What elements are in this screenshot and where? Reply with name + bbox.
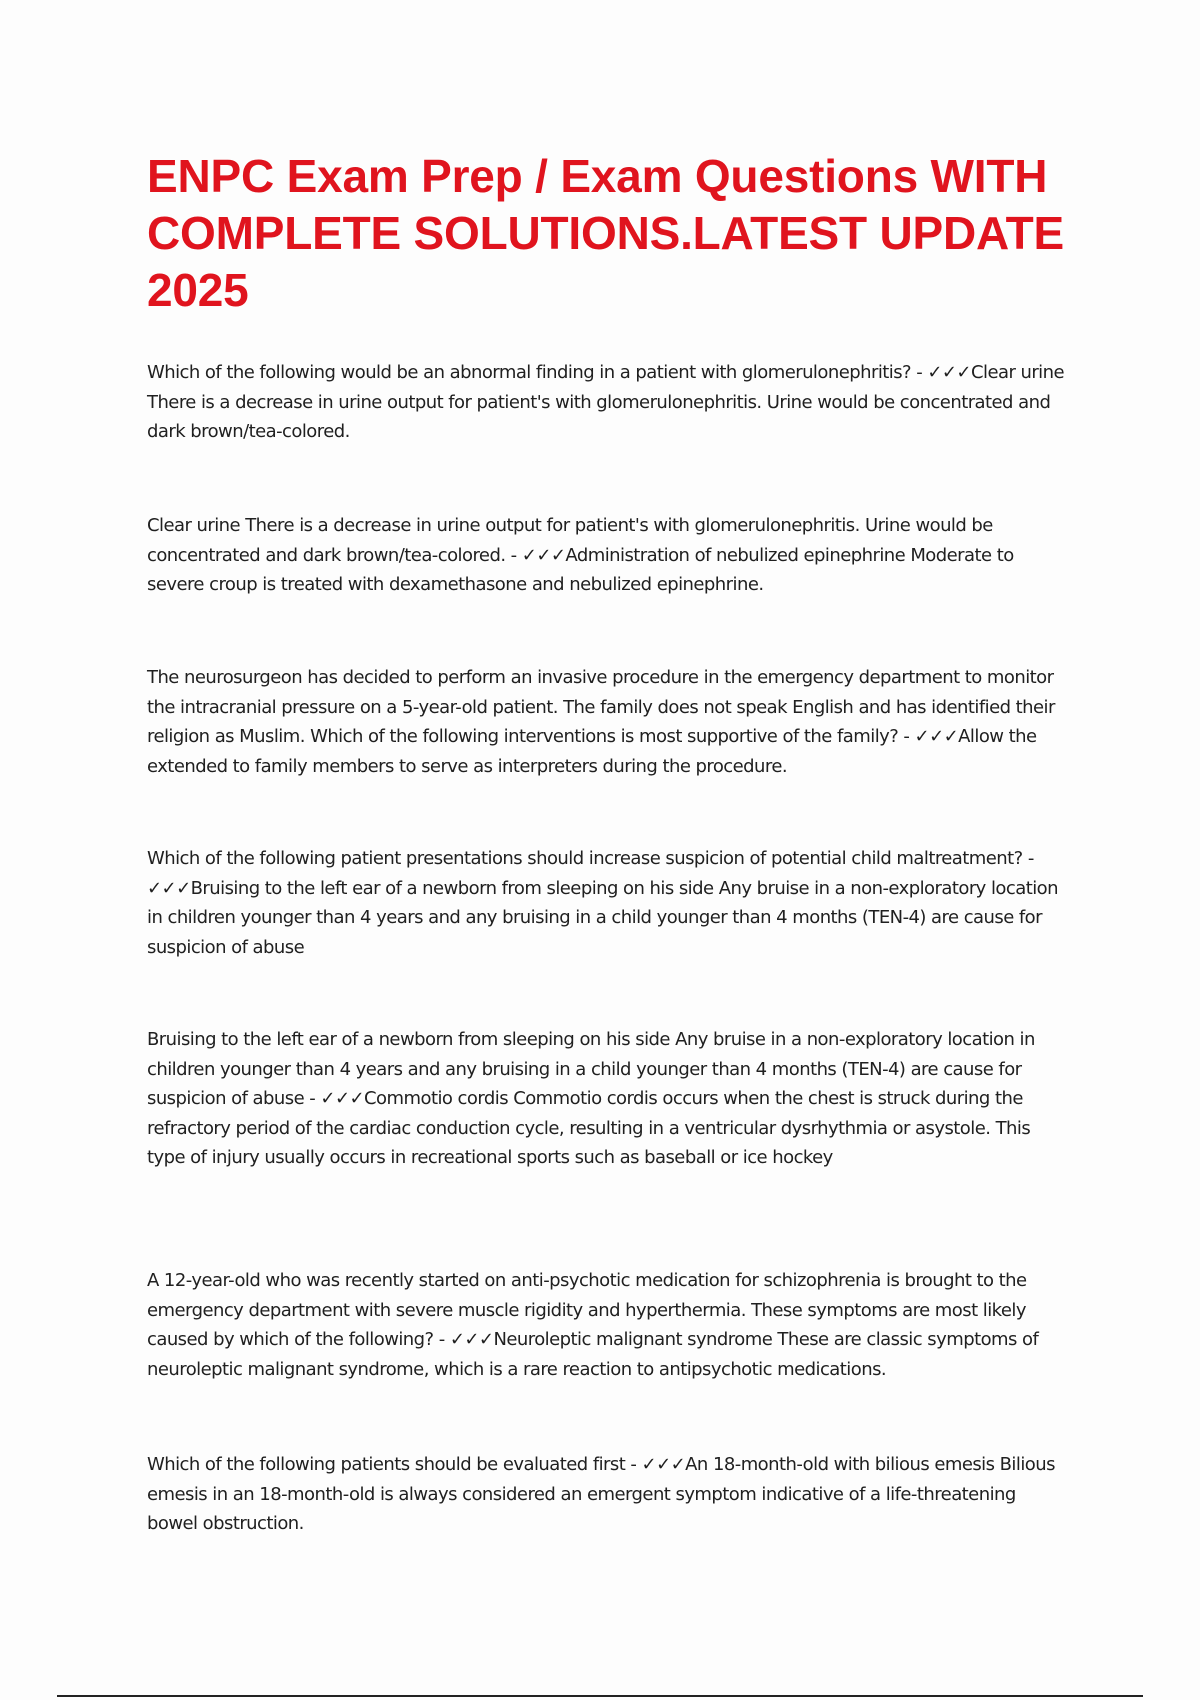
checkmark-icon: ✓✓✓	[449, 1329, 494, 1350]
bottom-divider	[57, 1695, 1143, 1697]
question-text: Which of the following would be an abnormal finding in a patient with glomerulonephritis?	[147, 362, 912, 383]
answer-text: Neuroleptic malignant syndrome These are classic symptoms of neuroleptic malignant syndrome, which is a rare reaction to antipsychotic medications.	[147, 1329, 1039, 1380]
separator: -	[433, 1329, 450, 1350]
qa-item	[147, 663, 1067, 781]
question-text: The neurosurgeon has decided to perform an invasive procedure in the emergency department to monitor the intracranial pressure on a 5-year-old patient. The family does not speak English and has identified their religion as Muslim. Which of the following interventions is most supportive of the family?	[147, 667, 1055, 747]
checkmark-icon: ✓✓✓	[927, 362, 971, 383]
qa-item	[147, 511, 1067, 600]
checkmark-icon: ✓✓✓	[914, 726, 959, 747]
qa-item	[147, 1266, 1067, 1384]
qa-item	[147, 1025, 1067, 1173]
question-text: Which of the following patient presentations should increase suspicion of potential child maltreatment?	[147, 848, 1023, 869]
checkmark-icon: ✓✓✓	[641, 1454, 686, 1475]
answer-text: An 18-month-old with bilious emesis Bilious emesis in an 18-month-old is always considered an emergent symptom indicative of a life-threatening bowel obstruction.	[147, 1454, 1055, 1534]
separator: -	[911, 362, 928, 383]
document-title: ENPC Exam Prep / Exam Questions WITH COMPLETE SOLUTIONS.LATEST UPDATE 2025	[147, 150, 1065, 316]
answer-text: Commotio cordis Commotio cordis occurs when the chest is struck during the refractory period of the cardiac conduction cycle, resulting in a ventricular dysrhythmia or asystole. This type of injury usually occurs in recreational sports such as baseball or ice hockey	[147, 1088, 1031, 1168]
answer-text: Bruising to the left ear of a newborn from sleeping on his side Any bruise in a non-exploratory location in children younger than 4 years and any bruising in a child younger than 4 months (TEN-4) are cause for suspicion of abuse	[147, 877, 1058, 958]
question-text: A 12-year-old who was recently started on anti-psychotic medication for schizophrenia is brought to the emergency department with severe muscle rigidity and hyperthermia. These symptoms are most likely caused by which of the following?	[147, 1270, 1027, 1350]
answer-text: Allow the extended to family members to serve as interpreters during the procedure.	[147, 726, 1037, 777]
answer-text: Clear urine There is a decrease in urine output for patient's with glomerulonephritis. Urine would be concentrated and dark brown/tea-colored.	[147, 362, 1065, 442]
separator: -	[898, 726, 915, 747]
qa-item	[147, 358, 1067, 447]
question-text: Which of the following patients should be evaluated first	[147, 1454, 626, 1475]
question-text: Clear urine There is a decrease in urine output for patient's with glomerulonephritis. Urine would be concentrated and dark brown/tea-colored.	[147, 515, 993, 566]
question-text: Bruising to the left ear of a newborn from sleeping on his side Any bruise in a non-exploratory location in children younger than 4 years and any bruising in a child younger than 4 months (TEN-4) are cause for suspicion of abuse	[147, 1029, 1035, 1109]
separator: -	[1022, 848, 1034, 869]
separator: -	[304, 1088, 321, 1109]
qa-item	[147, 844, 1067, 962]
qa-item	[147, 1450, 1067, 1539]
checkmark-icon: ✓✓✓	[147, 877, 191, 899]
separator: -	[505, 544, 522, 566]
checkmark-icon: ✓✓✓	[320, 1088, 365, 1109]
answer-text: Administration of nebulized epinephrine Moderate to severe croup is treated with dexamethasone and nebulized epinephrine.	[147, 544, 1014, 595]
separator: -	[625, 1454, 642, 1475]
checkmark-icon: ✓✓✓	[521, 544, 566, 566]
